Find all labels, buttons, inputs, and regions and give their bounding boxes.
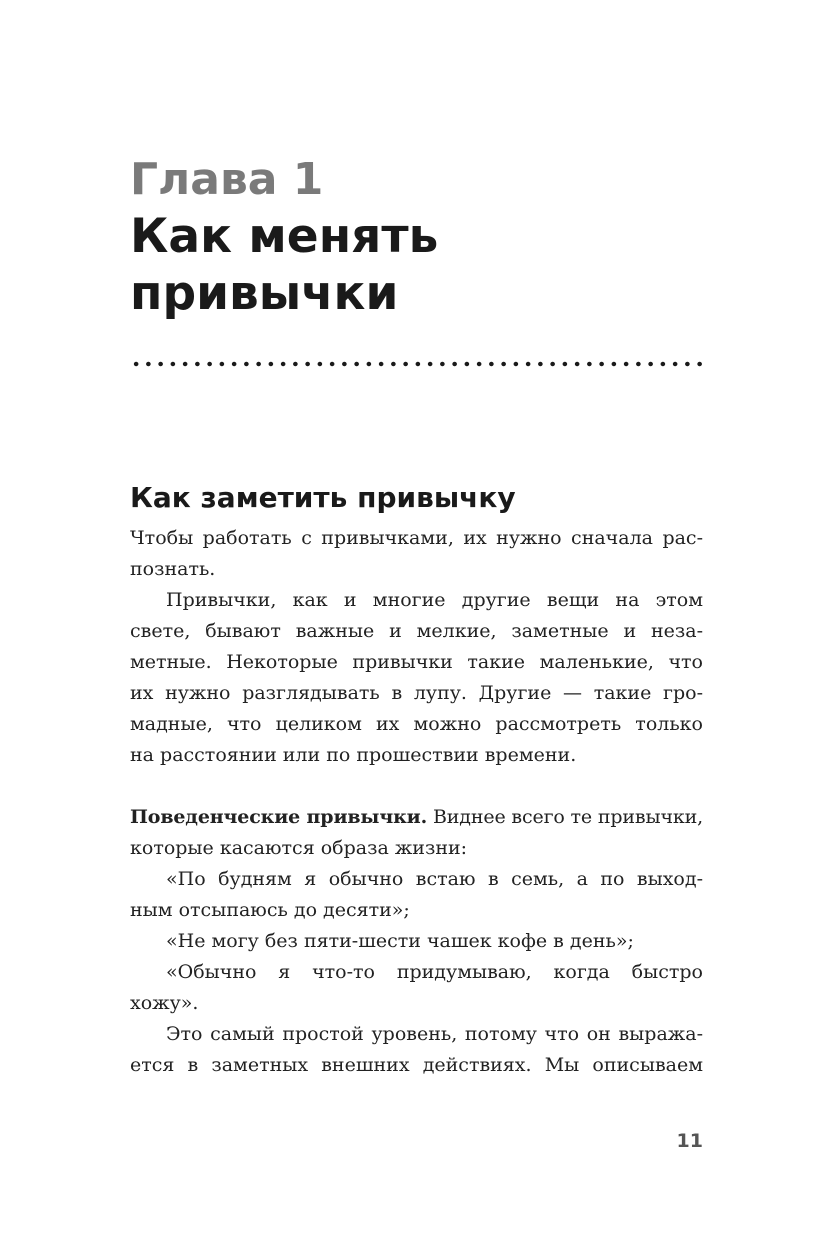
text-line: их нужно разглядывать в лупу. Другие — такие гро- bbox=[130, 682, 703, 704]
text-line: свете, бывают важные и мелкие, заметные и неза- bbox=[130, 620, 703, 642]
body-text bbox=[130, 523, 703, 1081]
quote-line: ным отсыпаюсь до десяти»; bbox=[130, 899, 410, 921]
dotted-divider bbox=[130, 360, 704, 368]
chapter-title-line: привычки bbox=[130, 266, 399, 321]
chapter-title bbox=[130, 208, 710, 322]
text-line: которые касаются образа жизни: bbox=[130, 837, 468, 859]
page-number: 11 bbox=[676, 1130, 703, 1152]
text-line: познать. bbox=[130, 558, 216, 580]
quote-line: «По будням я обычно встаю в семь, а по выход- bbox=[166, 868, 703, 890]
text-line: метные. Некоторые привычки такие маленькие, что bbox=[130, 651, 703, 673]
quote-line: хожу». bbox=[130, 992, 199, 1014]
text-line: Чтобы работать с привычками, их нужно сначала рас- bbox=[130, 527, 703, 549]
text-line: мадные, что целиком их можно рассмотреть только bbox=[130, 713, 703, 735]
quote-line: «Обычно я что-то придумываю, когда быстро bbox=[166, 961, 703, 983]
bold-lead: Поведенческие привычки. bbox=[130, 806, 428, 828]
text-line bbox=[130, 802, 703, 833]
text-line: Привычки, как и многие другие вещи на этом bbox=[166, 589, 703, 611]
text-run: Виднее всего те привычки, bbox=[427, 806, 703, 828]
section-heading: Как заметить привычку bbox=[130, 481, 516, 514]
paragraph-gap bbox=[130, 771, 703, 802]
chapter-number: Глава 1 bbox=[130, 154, 324, 205]
quote-line: «Не могу без пяти-шести чашек кофе в день»; bbox=[166, 930, 634, 952]
text-line: Это самый простой уровень, потому что он выража- bbox=[166, 1023, 703, 1045]
text-line: ется в заметных внешних действиях. Мы описываем bbox=[130, 1054, 703, 1076]
text-line: на расстоянии или по прошествии времени. bbox=[130, 744, 577, 766]
chapter-title-line: Как менять bbox=[130, 209, 439, 264]
